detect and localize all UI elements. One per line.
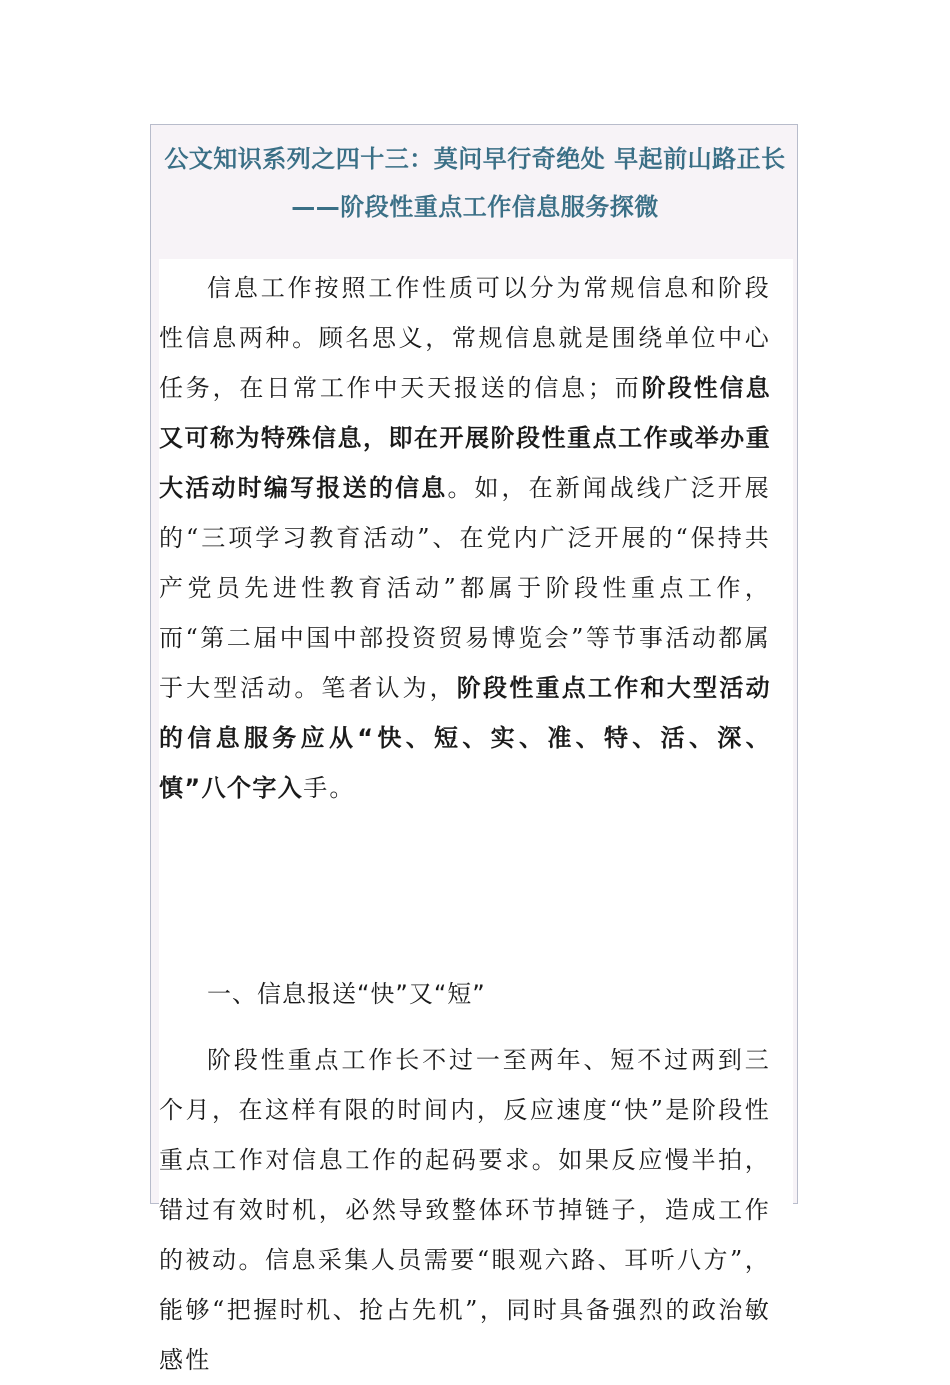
paragraph-intro-text-b: 。如，在新闻战线广泛开展的“三项学习教育活动”、在党内广泛开展的“保持共产党员先进性教育活动”都属于阶段性重点工作，而“第二届中国中部投资贸易博览会”等节事活动都属于大型活动。笔者认为， xyxy=(159,474,771,702)
document-title: 公文知识系列之四十三：莫问早行奇绝处 早起前山路正长——阶段性重点工作信息服务探微 xyxy=(164,145,786,221)
paragraph-intro-bold-b: 阶段性重点工作和大型活动的信息服务应从“快、短、实、准、特、活、深、慎”八个字入 xyxy=(159,674,771,802)
paragraph-intro-text-c: 手。 xyxy=(303,774,356,802)
paragraph-intro-text-a: 信息工作按照工作性质可以分为常规信息和阶段性信息两种。顾名思义，常规信息就是围绕单位中心任务，在日常工作中天天报送的信息；而 xyxy=(159,274,771,402)
paragraph-section-1: 阶段性重点工作长不过一至两年、短不过两到三个月，在这样有限的时间内，反应速度“快”是阶段性重点工作对信息工作的起码要求。如果反应慢半拍，错过有效时机，必然导致整体环节掉链子，造成工作的被动。信息采集人员需要“眼观六路、耳听八方”，能够“把握时机、抢占先机”，同时具备强烈的政治敏感性 xyxy=(159,1046,771,1374)
paragraph-intro-bold-a: 阶段性信息又可称为特殊信息，即在开展阶段性重点工作或举办重大活动时编写报送的信息 xyxy=(159,374,771,502)
document-body xyxy=(159,259,793,1374)
paragraph-intro xyxy=(159,263,771,813)
section-heading-1: 一、信息报送“快”又“短” xyxy=(207,980,486,1008)
document-frame xyxy=(150,124,798,1374)
